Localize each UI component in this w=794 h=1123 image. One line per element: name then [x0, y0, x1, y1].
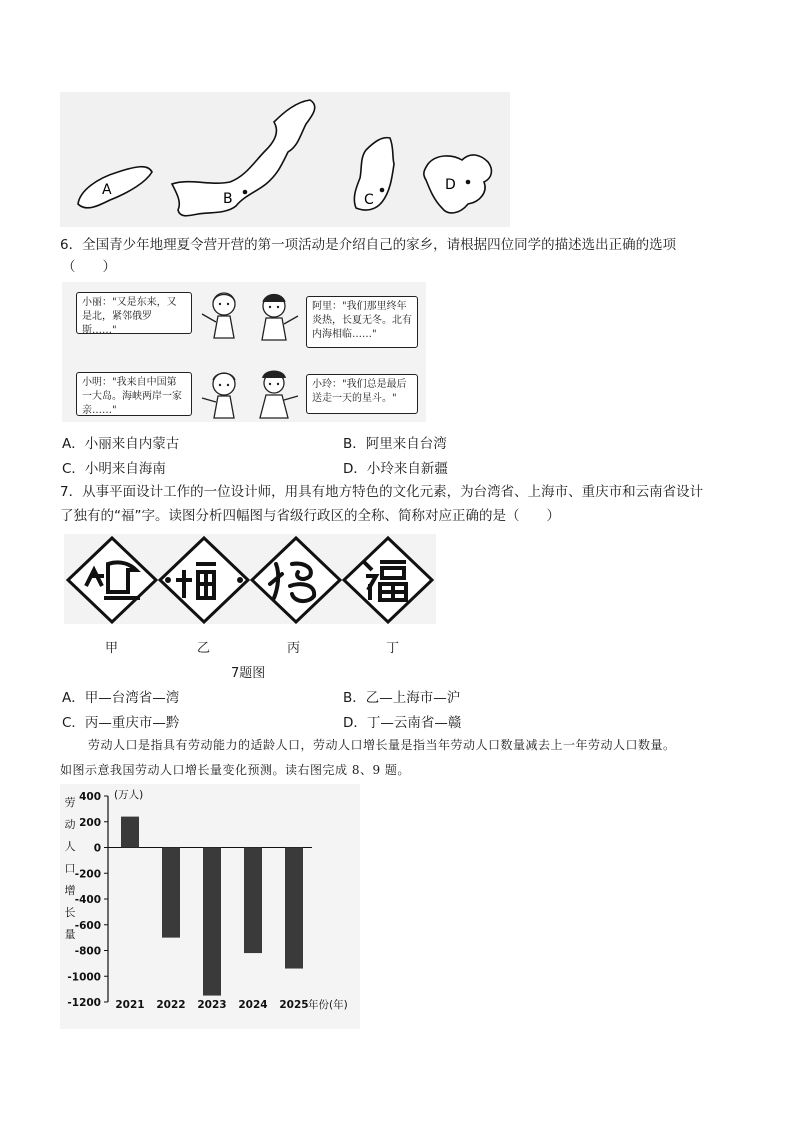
bar-2024	[244, 848, 262, 954]
y-axis-label-char: 劳	[64, 796, 76, 809]
fu-label-bing: 丙	[287, 641, 301, 656]
q7-option-b[interactable]: B．乙—上海市—沪	[343, 690, 461, 706]
y-tick-label: -1000	[67, 971, 101, 984]
bubble-xiaoming: 小明："我来自中国第一大岛。海峡两岸一家亲……"	[76, 372, 192, 416]
y-axis-label-char: 动	[64, 818, 76, 831]
map-label-d: D	[445, 177, 456, 193]
x-tick-label: 2025	[279, 999, 309, 1011]
bar-2021	[121, 817, 139, 848]
q7-option-a[interactable]: A．甲—台湾省—湾	[62, 690, 180, 706]
y-tick-label: 0	[93, 842, 101, 855]
bubble-xiaoli: 小丽："又是东来，又是北，紧邻俄罗斯……"	[76, 292, 192, 334]
fu-design-ding	[344, 538, 432, 622]
fu-design-yi	[160, 538, 248, 622]
y-tick-label: 400	[79, 791, 101, 803]
q7-figure-caption: 7题图	[231, 666, 266, 681]
character-ali-icon	[252, 290, 302, 342]
y-unit-label: (万人)	[114, 789, 144, 801]
y-tick-label: -1200	[67, 997, 101, 1009]
x-tick-label: 2022	[156, 999, 186, 1011]
x-tick-label: 2023	[197, 999, 227, 1011]
x-tick-label: 2024	[238, 999, 268, 1011]
bar-2022	[162, 848, 180, 938]
fu-design-bing	[252, 538, 340, 622]
q6-answer-blank: （ ）	[62, 259, 116, 275]
map-label-a: A	[102, 182, 112, 198]
y-axis-label-char: 量	[64, 928, 76, 941]
y-axis-label-char: 长	[64, 906, 76, 919]
q7-option-c[interactable]: C．丙—重庆市—黔	[62, 715, 180, 731]
q7-stem-line1: 7．从事平面设计工作的一位设计师，用具有地方特色的文化元素，为台湾省、上海市、重庆市和云南省设计	[60, 484, 704, 500]
y-axis-label-char: 增	[64, 884, 76, 897]
y-axis-label-char: 口	[64, 862, 76, 875]
province-maps	[60, 92, 510, 227]
x-axis-label: 年份(年)	[308, 999, 348, 1011]
q6-option-c[interactable]: C．小明来自海南	[62, 461, 166, 477]
x-tick-label: 2021	[115, 999, 145, 1011]
y-tick-label: 200	[79, 816, 101, 829]
bubble-xiaoling: 小玲："我们总是最后送走一天的星斗。"	[306, 374, 418, 414]
character-xiaoming-icon	[196, 368, 246, 420]
character-xiaoli-icon	[196, 288, 246, 340]
y-tick-label: -200	[74, 868, 101, 881]
bar-2025	[285, 848, 303, 969]
fu-label-yi: 乙	[197, 641, 211, 656]
bar-2023	[203, 848, 221, 996]
intro-line1: 劳动人口是指具有劳动能力的适龄人口，劳动人口增长量是指当年劳动人口数量减去上一年劳动人口数量。	[88, 738, 676, 752]
q7-stem-line2: 了独有的“福”字。读图分析四幅图与省级行政区的全称、简称对应正确的是（ ）	[60, 508, 560, 524]
y-tick-label: -800	[74, 945, 101, 958]
y-axis-label-char: 人	[64, 840, 76, 853]
q7-option-d[interactable]: D．丁—云南省—赣	[343, 715, 462, 731]
bubble-ali: 阿里："我们那里终年炎热，长夏无冬。北有内海相临……"	[306, 296, 418, 348]
fu-designs	[64, 534, 436, 624]
map-label-c: C	[364, 192, 374, 208]
y-tick-label: -400	[74, 894, 101, 906]
y-tick-label: -600	[74, 919, 101, 932]
intro-line2: 如图示意我国劳动人口增长量变化预测。读右图完成 8、9 题。	[60, 763, 410, 777]
fu-label-ding: 丁	[386, 641, 400, 656]
q6-stem: 6．全国青少年地理夏令营开营的第一项活动是介绍自己的家乡，请根据四位同学的描述选出正确的选项	[60, 237, 677, 253]
fu-label-jia: 甲	[105, 641, 119, 656]
map-label-b: B	[223, 191, 233, 207]
q6-option-a[interactable]: A．小丽来自内蒙古	[62, 436, 180, 452]
labor-growth-chart	[60, 784, 360, 1029]
character-xiaoling-icon	[252, 368, 302, 420]
fu-design-jia	[68, 538, 156, 622]
q6-option-b[interactable]: B．阿里来自台湾	[343, 436, 447, 452]
q6-option-d[interactable]: D．小玲来自新疆	[343, 461, 448, 477]
